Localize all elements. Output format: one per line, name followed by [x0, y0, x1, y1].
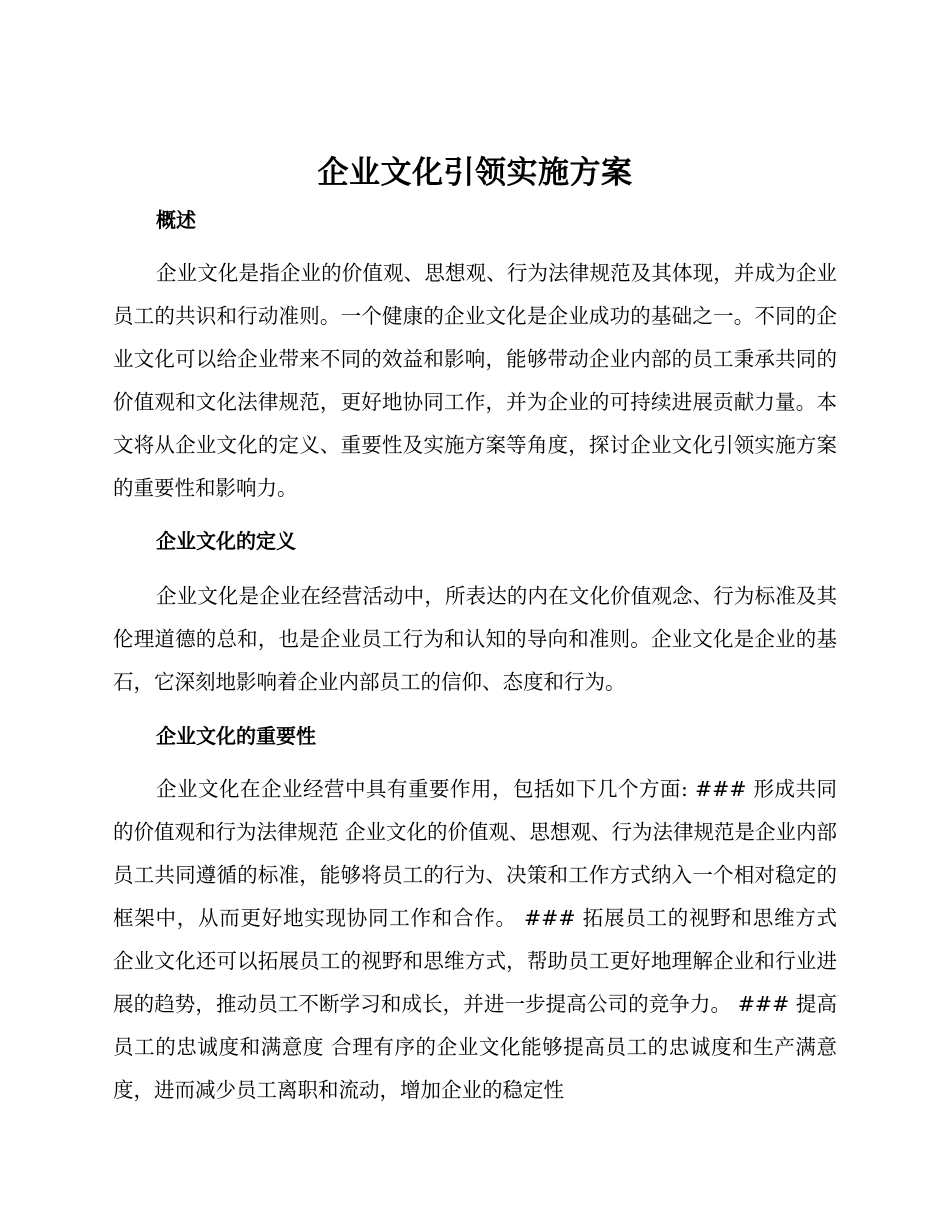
section-heading-importance: 企业文化的重要性	[156, 724, 316, 748]
document-title: 企业文化引领实施方案	[317, 155, 633, 191]
section-heading-definition: 企业文化的定义	[156, 529, 296, 553]
section-heading-overview: 概述	[156, 208, 196, 232]
section-paragraph-overview: 企业文化是指企业的价值观、思想观、行为法律规范及其体现，并成为企业员工的共识和行动准则。一个健康的企业文化是企业成功的基础之一。不同的企业文化可以给企业带来不同的效益和影响，能够带动企业内部的员工秉承共同的价值观和文化法律规范，更好地协同工作，并为企业的可持续进展贡献力量。本文将从企业文化的定义、重要性及实施方案等角度，探讨企业文化引领实施方案的重要性和影响力。	[113, 261, 837, 500]
section-paragraph-definition: 企业文化是企业在经营活动中，所表达的内在文化价值观念、行为标准及其伦理道德的总和，也是企业员工行为和认知的导向和准则。企业文化是企业的基石，它深刻地影响着企业内部员工的信仰、态度和行为。	[113, 584, 837, 694]
section-paragraph-importance: 企业文化在企业经营中具有重要作用，包括如下几个方面: ### 形成共同的价值观和行为法律规范 企业文化的价值观、思想观、行为法律规范是企业内部员工共同遵循的标准，能够将员工的行为、决策和工作方式纳入一个相对稳定的框架中，从而更好地实现协同工作和合作。 ### 拓展员工的视野和思维方式 企业文化还可以拓展员工的视野和思维方式，帮助员工更好地理解企业和行业进展的趋势，推动员工不断学习和成长，并进一步提高公司的竞争力。 ### 提高员工的忠诚度和满意度 合理有序的企业文化能够提高员工的忠诚度和生产满意度，进而减少员工离职和流动，增加企业的稳定性	[113, 777, 838, 1102]
